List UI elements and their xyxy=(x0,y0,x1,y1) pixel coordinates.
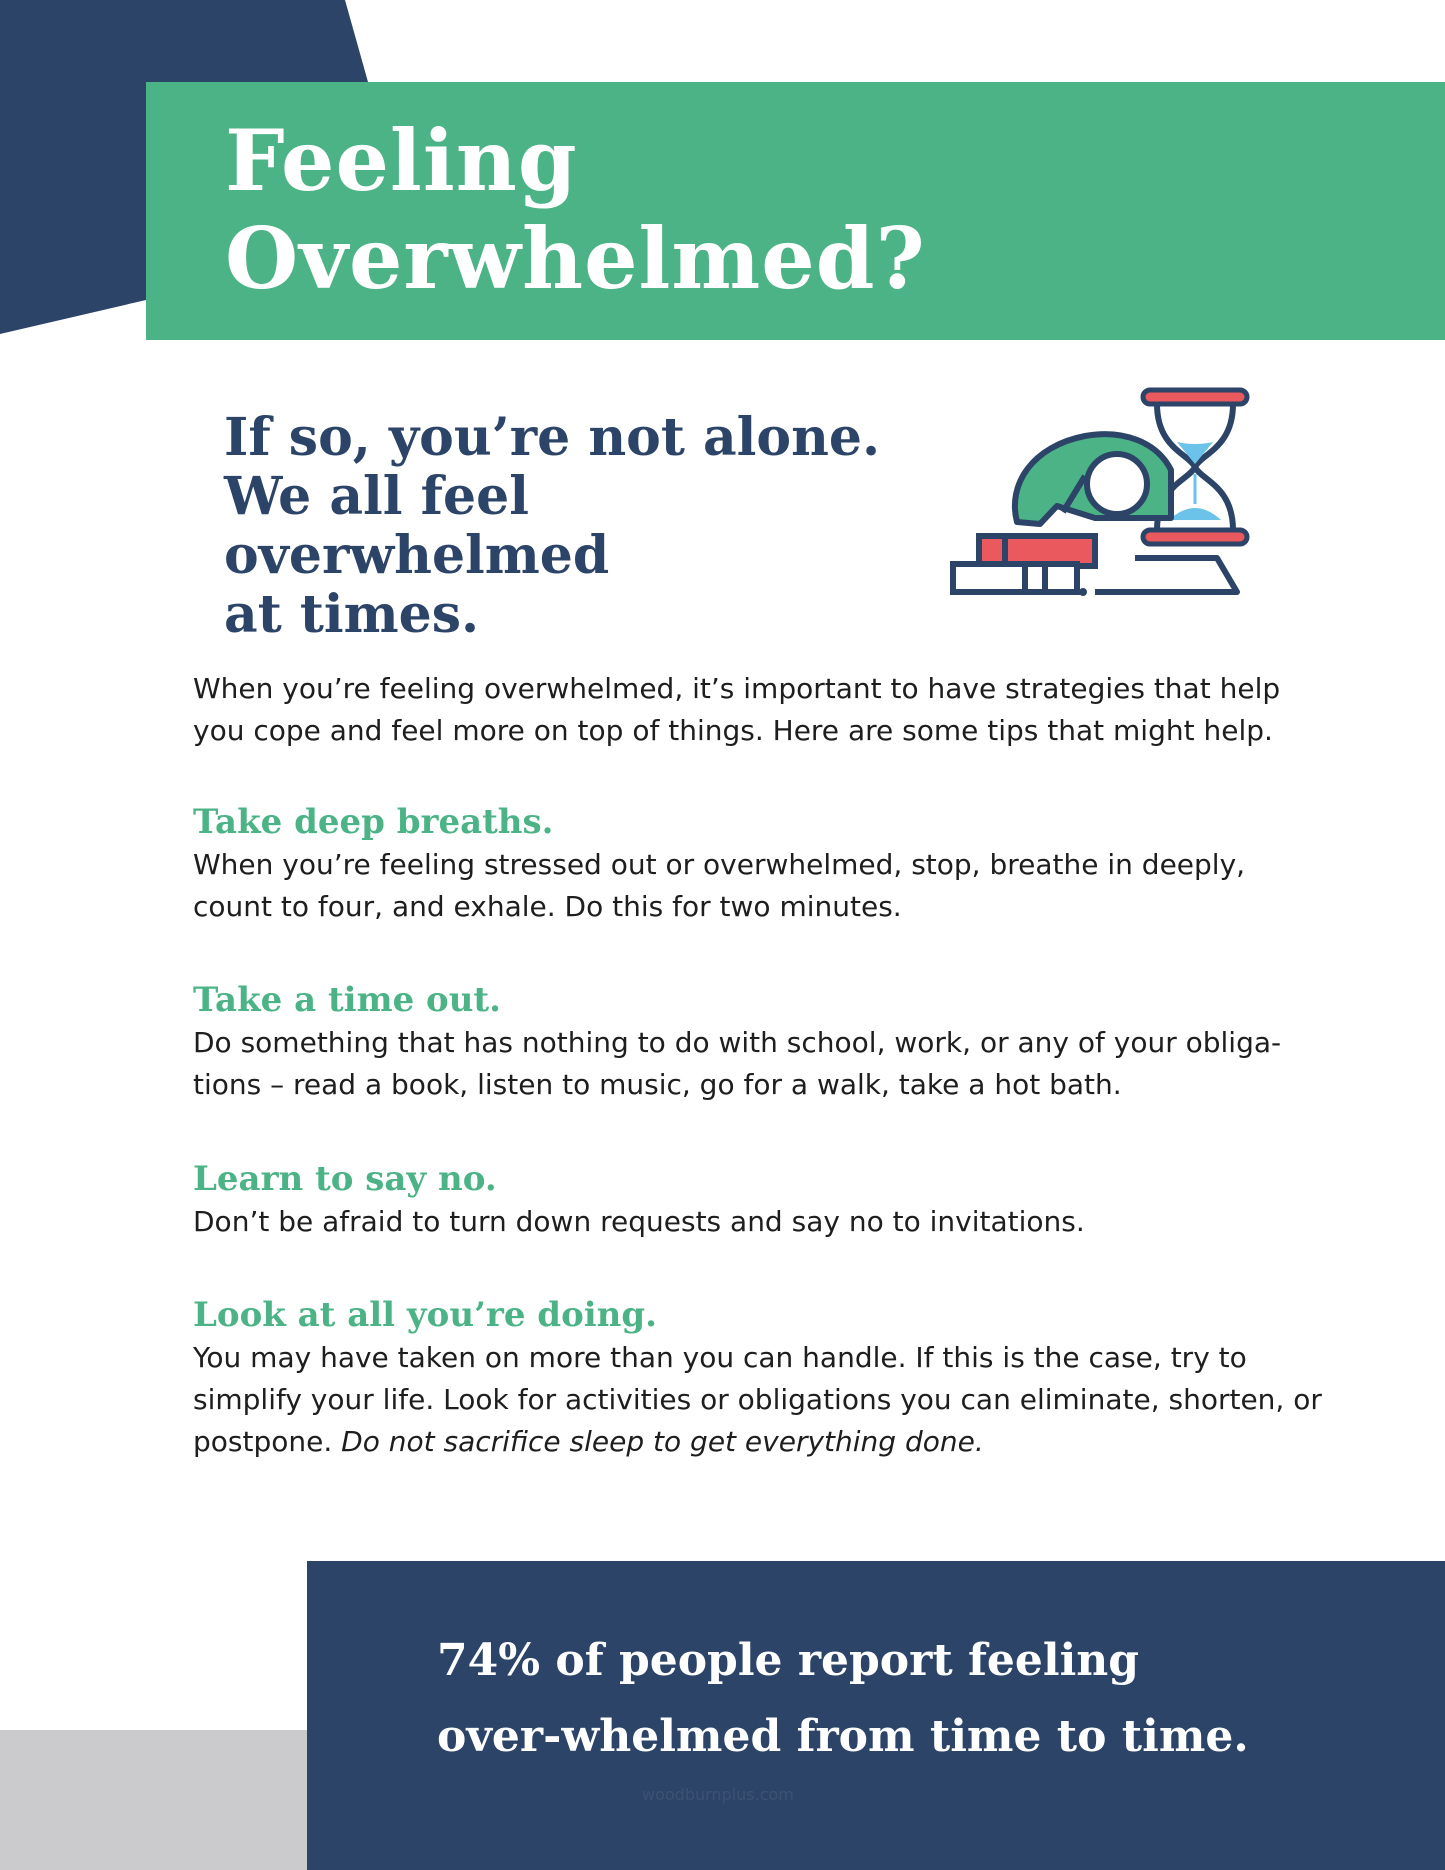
subheading-line-1: If so, you’re not alone. xyxy=(224,407,881,468)
tip-body xyxy=(193,1337,1323,1463)
tip-body-emphasis: Do not sacrifice sleep to get everything done. xyxy=(341,1425,984,1458)
gray-corner-block xyxy=(0,1730,307,1870)
watermark: woodburnplus.com xyxy=(642,1785,794,1804)
tip-time-out xyxy=(193,978,1323,1106)
stat-text: 74% of people report feeling over-whelmed from time to time. xyxy=(437,1635,1249,1762)
tip-look-at-all xyxy=(193,1293,1323,1463)
subheading xyxy=(224,408,924,644)
tip-deep-breaths xyxy=(193,800,1323,928)
tip-heading: Look at all you’re doing. xyxy=(193,1295,657,1335)
subheading-line-2: We all feel overwhelmed xyxy=(224,466,610,586)
page-title-line-2: Overwhelmed? xyxy=(225,209,926,308)
subheading-line-3: at times. xyxy=(224,584,480,645)
tip-body: When you’re feeling stressed out or overwhelmed, stop, breathe in deeply, count to four, and exhale. Do this for two minutes. xyxy=(193,848,1246,923)
tip-body: Do something that has nothing to do with school, work, or any of your obliga-tions – read a book, listen to music, go for a walk, take a hot bath. xyxy=(193,1026,1282,1101)
tip-heading: Learn to say no. xyxy=(193,1159,497,1199)
tip-heading: Take deep breaths. xyxy=(193,802,554,842)
tip-body: Don’t be afraid to turn down requests and say no to invitations. xyxy=(193,1205,1085,1238)
page-title xyxy=(225,112,926,308)
tip-body-text: You may have taken on more than you can handle. If this is the case, try to simplify your life. Look for activities or obligations you can eliminate, shorten, or postpone. xyxy=(193,1341,1322,1458)
overwhelmed-person-hourglass-icon xyxy=(945,384,1265,604)
intro-paragraph: When you’re feeling overwhelmed, it’s important to have strategies that help you cope and feel more on top of things. Here are some tips that might help. xyxy=(193,672,1281,747)
tip-say-no xyxy=(193,1157,1323,1243)
tip-heading: Take a time out. xyxy=(193,980,501,1020)
page-title-line-1: Feeling xyxy=(225,111,578,210)
